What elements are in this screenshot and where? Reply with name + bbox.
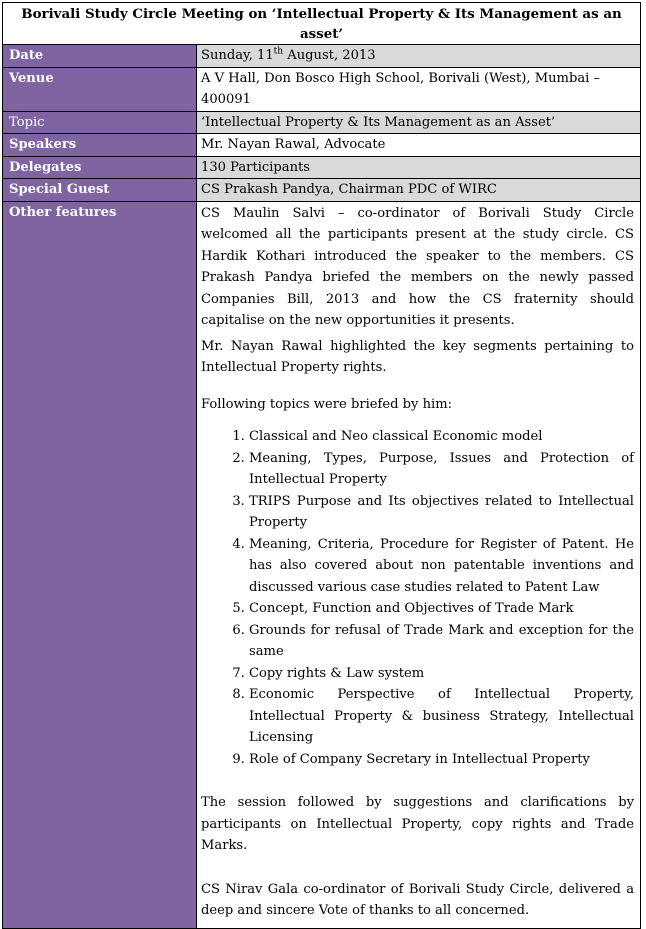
vote-of-thanks-paragraph: CS Nirav Gala co-ordinator of Borivali Study Circle, delivered a deep and sincere Vote of thanks to all concerned. (201, 881, 634, 918)
special-guest-value: CS Prakash Pandya, Chairman PDC of WIRC (197, 179, 641, 202)
date-month-year: August, 2013 (283, 48, 376, 63)
list-item: 7. Copy rights & Law system (249, 663, 634, 685)
welcome-paragraph: CS Maulin Salvi – co-ordinator of Borivali Study Circle welcomed all the participants present at the study circle. CS Hardik Kothari introduced the speaker to the members. CS Prakash Pandya briefed the members on the newly passed Companies Bill, 2013 and how the CS fraternity should capitalise on the new opportunities it presents. (201, 205, 634, 328)
other-features-label: Other features (3, 201, 197, 928)
report-title: Borivali Study Circle Meeting on ‘Intellectual Property & Its Management as an asset’ (3, 3, 641, 45)
venue-label: Venue (3, 67, 197, 111)
list-item: 1. Classical and Neo classical Economic model (249, 426, 634, 448)
date-row (3, 45, 641, 68)
other-features-content (197, 201, 641, 928)
meeting-report-table (2, 2, 641, 929)
list-item: 9. Role of Company Secretary in Intellectual Property (249, 749, 634, 771)
date-label: Date (3, 45, 197, 68)
list-item: 4. Meaning, Criteria, Procedure for Register of Patent. He has also covered about non patentable inventions and discussed various case studies related to Patent Law (249, 534, 634, 599)
list-item: 5. Concept, Function and Objectives of Trade Mark (249, 598, 634, 620)
topic-value: ‘Intellectual Property & Its Management as an Asset’ (197, 111, 641, 134)
date-suffix: th (273, 46, 284, 57)
list-item: 3. TRIPS Purpose and Its objectives related to Intellectual Property (249, 491, 634, 534)
speakers-row (3, 134, 641, 157)
special-guest-label: Special Guest (3, 179, 197, 202)
topics-list (201, 426, 634, 770)
list-item: 8. Economic Perspective of Intellectual Property, Intellectual Property & business Strategy, Intellectual Licensing (249, 684, 634, 749)
topics-intro: Following topics were briefed by him: (201, 396, 453, 412)
speakers-label: Speakers (3, 134, 197, 157)
delegates-label: Delegates (3, 156, 197, 179)
topic-row (3, 111, 641, 134)
date-value (197, 45, 641, 68)
title-row (3, 3, 641, 45)
venue-row (3, 67, 641, 111)
other-features-row (3, 201, 641, 928)
speakers-value: Mr. Nayan Rawal, Advocate (197, 134, 641, 157)
delegates-row (3, 156, 641, 179)
list-item: 6. Grounds for refusal of Trade Mark and exception for the same (249, 620, 634, 663)
delegates-value: 130 Participants (197, 156, 641, 179)
venue-value: A V Hall, Don Bosco High School, Borivali (West), Mumbai – 400091 (197, 67, 641, 111)
date-day: Sunday, 11 (201, 48, 274, 63)
topic-label: Topic (3, 111, 197, 134)
list-item: 2. Meaning, Types, Purpose, Issues and Protection of Intellectual Property (249, 448, 634, 491)
special-guest-row (3, 179, 641, 202)
session-paragraph: The session followed by suggestions and clarifications by participants on Intellectual Property, copy rights and Trade Marks. (201, 795, 634, 853)
highlight-paragraph: Mr. Nayan Rawal highlighted the key segments pertaining to Intellectual Property rights. (201, 338, 634, 375)
